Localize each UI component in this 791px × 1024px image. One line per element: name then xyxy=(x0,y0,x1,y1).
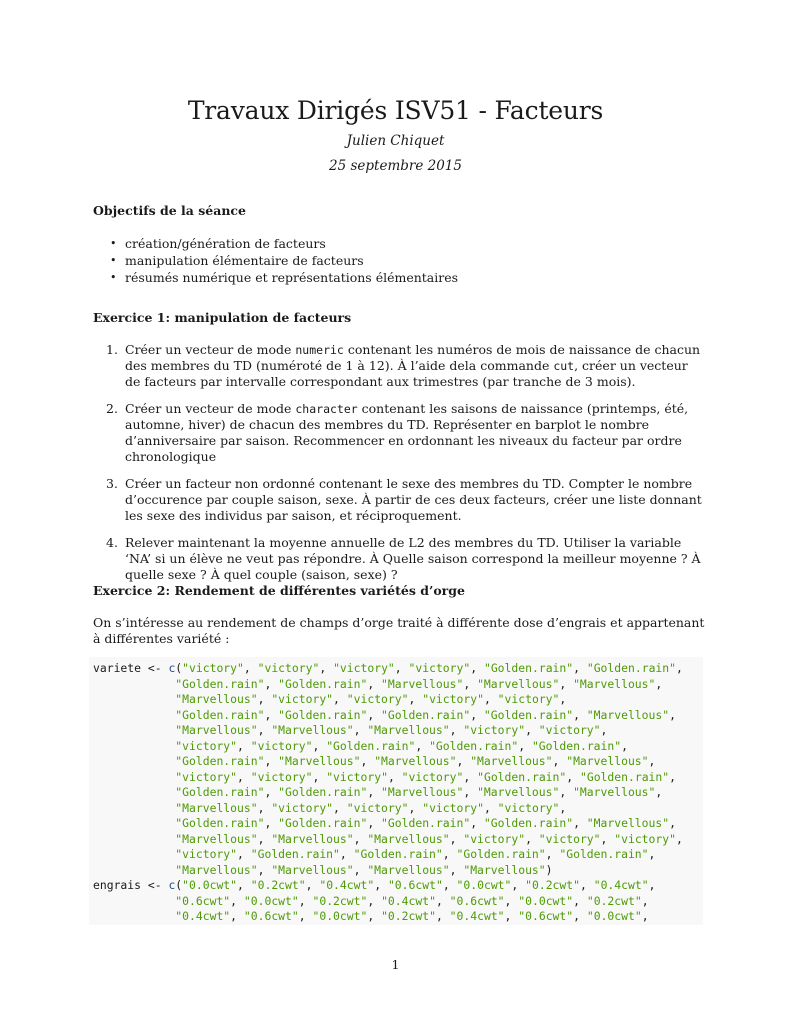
code-string: "0.6cwt" xyxy=(449,893,505,908)
code-token: , xyxy=(511,878,526,892)
code-string: "victory" xyxy=(497,800,560,815)
code-token: , xyxy=(566,769,580,784)
code-string: "Golden.rain" xyxy=(250,847,340,861)
code-string: "0.0cwt" xyxy=(312,909,368,923)
code-string: "Marvellous" xyxy=(175,862,258,877)
inline-code: numeric xyxy=(295,343,344,357)
code-token: , xyxy=(257,831,272,846)
code-token: , xyxy=(442,847,457,861)
code-string: "Golden.rain" xyxy=(531,738,622,753)
code-token: , xyxy=(470,707,484,722)
code-string: "0.2cwt" xyxy=(250,878,306,892)
code-token: , xyxy=(237,738,251,753)
code-string: "Golden.rain" xyxy=(483,707,574,722)
code-token: , xyxy=(237,878,251,892)
code-token: , xyxy=(470,816,484,830)
code-string: "Golden.rain" xyxy=(579,769,670,784)
code-token: , xyxy=(387,769,402,784)
code-token: , xyxy=(298,893,313,908)
code-string: "victory" xyxy=(497,692,560,706)
item-number: 3. xyxy=(106,476,118,491)
objectifs-list xyxy=(108,235,708,286)
code-string: "victory" xyxy=(538,723,601,737)
code-string: "Golden.rain" xyxy=(278,785,368,799)
code-string: "victory" xyxy=(422,692,484,706)
exercice2-intro: On s’intéresse au rendement de champs d’orge traité à différente dose d’engrais et appartenant à différentes variété : xyxy=(93,615,705,646)
code-token: , xyxy=(367,676,382,691)
code-string: "Golden.rain" xyxy=(175,754,265,768)
code-string: "Golden.rain" xyxy=(326,738,416,753)
code-string: "Marvellous" xyxy=(477,785,560,799)
code-string: "Marvellous" xyxy=(271,862,354,877)
list-item: • manipulation élémentaire de facteurs xyxy=(108,252,708,269)
code-block xyxy=(89,657,703,925)
author: Julien Chiquet xyxy=(346,133,445,149)
code-string: "0.4cwt" xyxy=(449,909,505,923)
page-title: Travaux Dirigés ISV51 - Facteurs xyxy=(187,96,604,125)
code-token: , xyxy=(298,909,313,923)
inline-code: cut xyxy=(553,359,575,373)
code-token: , xyxy=(573,893,587,908)
code-string: "Marvellous" xyxy=(381,676,464,691)
code-string: "Marvellous" xyxy=(175,692,258,706)
code-string: "Marvellous" xyxy=(463,862,546,877)
code-token: , xyxy=(257,800,272,815)
code-string: "Marvellous" xyxy=(175,800,258,815)
code-token: , xyxy=(367,707,382,722)
code-token: , xyxy=(449,723,464,737)
code-string: "0.4cwt" xyxy=(319,878,375,892)
code-string: "Marvellous" xyxy=(271,723,354,737)
code-string: "victory" xyxy=(614,831,676,846)
code-token: , xyxy=(264,754,279,768)
code-token: , xyxy=(230,909,244,923)
code-string: "victory" xyxy=(463,831,526,846)
code-token: , xyxy=(669,707,676,722)
code-token: , xyxy=(312,769,327,784)
item-text: , créer un vecteur de facteurs par intervalle correspondant aux trimestres (par tranche de 3 mois). xyxy=(125,358,688,389)
code-string: "victory" xyxy=(257,661,320,675)
code-string: "Golden.rain" xyxy=(381,707,471,722)
list-item: • résumés numérique et représentations élémentaires xyxy=(108,269,708,286)
code-token: , xyxy=(264,707,279,722)
code-string: "victory" xyxy=(250,769,313,784)
code-text xyxy=(89,657,703,925)
code-token: ( xyxy=(175,878,183,892)
code-token: , xyxy=(600,831,615,846)
code-string: "Marvellous" xyxy=(573,785,656,799)
code-token: , xyxy=(525,723,539,737)
code-token: , xyxy=(257,692,272,706)
code-string: "victory" xyxy=(326,769,388,784)
code-string: "Marvellous" xyxy=(374,754,457,768)
item-number: 4. xyxy=(106,535,118,550)
code-token: , xyxy=(442,878,457,892)
code-function: c xyxy=(168,878,176,892)
item-number: 2. xyxy=(106,401,118,416)
code-token: , xyxy=(367,785,382,799)
code-string: "0.4cwt" xyxy=(175,909,231,923)
item-text: Créer un vecteur de mode xyxy=(125,401,296,416)
code-string: "0.2cwt" xyxy=(586,893,642,908)
code-string: "Golden.rain" xyxy=(559,847,649,861)
code-token: , xyxy=(648,878,656,892)
code-token: , xyxy=(435,893,450,908)
code-token: , xyxy=(257,723,272,737)
code-token: , xyxy=(504,909,519,923)
code-token: , xyxy=(655,785,663,799)
code-string: "victory" xyxy=(175,847,238,861)
section-heading-exercice1: Exercice 1: manipulation de facteurs xyxy=(93,310,352,325)
code-string: "Golden.rain" xyxy=(278,707,368,722)
code-string: "victory" xyxy=(333,661,395,675)
code-string: "victory" xyxy=(346,692,409,706)
code-string: "victory" xyxy=(182,661,244,675)
code-token: , xyxy=(552,754,567,768)
code-string: "0.4cwt" xyxy=(593,878,649,892)
code-token: , xyxy=(463,676,478,691)
item-text: Créer un vecteur de mode xyxy=(125,342,296,357)
code-string: "Golden.rain" xyxy=(278,676,368,691)
code-token: , xyxy=(367,909,382,923)
code-token: , xyxy=(367,893,382,908)
code-token: , xyxy=(641,893,649,908)
code-token: , xyxy=(257,862,272,877)
code-token: , xyxy=(360,754,375,768)
code-string: "Golden.rain" xyxy=(483,816,574,830)
code-token: , xyxy=(333,800,347,815)
code-token: , xyxy=(573,661,587,675)
code-string: "Golden.rain" xyxy=(381,816,471,830)
code-string: "0.6cwt" xyxy=(387,878,443,892)
code-string: "victory" xyxy=(422,800,484,815)
code-token: , xyxy=(648,754,656,768)
code-string: "victory" xyxy=(271,800,334,815)
code-token: , xyxy=(676,661,683,675)
code-string: "Marvellous" xyxy=(271,831,354,846)
code-token: , xyxy=(456,754,471,768)
code-token: , xyxy=(353,831,368,846)
code-token: , xyxy=(305,878,320,892)
code-string: "0.4cwt" xyxy=(381,893,436,908)
exercise-item xyxy=(93,476,703,524)
exercise-item xyxy=(93,535,703,583)
code-token: , xyxy=(237,847,251,861)
code-token: , xyxy=(559,692,567,706)
code-string: "Golden.rain" xyxy=(456,847,546,861)
code-string: "Marvellous" xyxy=(367,723,450,737)
code-string: "Marvellous" xyxy=(367,831,450,846)
code-token: , xyxy=(470,661,484,675)
code-string: "0.2cwt" xyxy=(381,909,436,923)
code-token: , xyxy=(415,738,430,753)
code-string: "Marvellous" xyxy=(367,862,450,877)
code-string: "victory" xyxy=(408,661,471,675)
code-token: , xyxy=(463,769,478,784)
code-token: , xyxy=(449,862,464,877)
code-token: , xyxy=(339,847,354,861)
code-token: , xyxy=(264,816,279,830)
code-token: , xyxy=(394,661,409,675)
code-token: , xyxy=(312,738,327,753)
item-text: contenant les saisons de naissance (printemps, été, automne, hiver) de chacun des membres du TD. Représenter en barplot le nombre d’anniversaire par saison. Recommencer en ordonnant les niveaux du facteur par ordre chronologique xyxy=(125,401,689,464)
code-string: "Marvellous" xyxy=(175,723,258,737)
list-item: • création/génération de facteurs xyxy=(108,235,708,252)
code-token: , xyxy=(408,692,423,706)
exercice1-list xyxy=(93,342,703,594)
code-string: "Golden.rain" xyxy=(586,661,676,675)
code-token: , xyxy=(559,785,574,799)
code-token: ) xyxy=(545,862,553,877)
code-token: , xyxy=(573,707,587,722)
code-token: , xyxy=(264,676,279,691)
code-string: "0.0cwt" xyxy=(586,909,642,923)
item-text: Relever maintenant la moyenne annuelle de L2 des membres du TD. Utiliser la variable ‘NA’ si un élève ne veut pas répondre. À Quelle saison correspond la meilleur moyenne ? À quelle sexe ? À quel couple (saison, sexe) ? xyxy=(125,535,701,582)
code-token: , xyxy=(237,769,251,784)
code-token: , xyxy=(545,847,560,861)
code-token: , xyxy=(669,816,676,830)
code-string: "Golden.rain" xyxy=(477,769,567,784)
code-string: "0.0cwt" xyxy=(182,878,238,892)
code-string: "victory" xyxy=(401,769,464,784)
code-token: , xyxy=(374,878,388,892)
code-string: "victory" xyxy=(538,831,601,846)
code-string: "0.2cwt" xyxy=(525,878,580,892)
code-token: , xyxy=(230,893,244,908)
code-token: , xyxy=(675,831,683,846)
code-string: "Golden.rain" xyxy=(429,738,519,753)
code-token: , xyxy=(600,723,608,737)
code-function: c xyxy=(168,661,176,675)
code-token: , xyxy=(435,909,450,923)
code-token: , xyxy=(264,785,279,799)
code-string: "Golden.rain" xyxy=(175,785,265,799)
code-string: "0.0cwt" xyxy=(243,893,299,908)
page-number: 1 xyxy=(391,957,400,972)
code-string: "Golden.rain" xyxy=(175,707,265,722)
code-string: "victory" xyxy=(175,769,238,784)
code-string: "Golden.rain" xyxy=(175,816,265,830)
code-token: , xyxy=(367,816,382,830)
code-token: , xyxy=(621,738,628,753)
code-token: , xyxy=(580,878,594,892)
code-string: "Marvellous" xyxy=(566,754,649,768)
code-token: , xyxy=(669,769,676,784)
code-string: "0.0cwt" xyxy=(518,893,574,908)
code-token: , xyxy=(559,800,567,815)
code-string: "Golden.rain" xyxy=(175,676,265,691)
exercise-item xyxy=(93,342,703,390)
code-string: "Marvellous" xyxy=(470,754,553,768)
code-token: , xyxy=(559,676,574,691)
code-string: "Marvellous" xyxy=(278,754,361,768)
code-string: "0.2cwt" xyxy=(312,893,368,908)
code-string: "Marvellous" xyxy=(477,676,560,691)
code-token: , xyxy=(518,738,532,753)
code-variable: engrais <- xyxy=(93,878,169,892)
code-string: "Marvellous" xyxy=(586,707,670,722)
code-token: , xyxy=(408,800,423,815)
code-string: "0.6cwt" xyxy=(243,909,299,923)
code-string: "Marvellous" xyxy=(175,831,258,846)
code-string: "Golden.rain" xyxy=(278,816,368,830)
exercise-item xyxy=(93,401,703,465)
code-string: "Marvellous" xyxy=(586,816,670,830)
code-string: "victory" xyxy=(250,738,313,753)
code-token: , xyxy=(573,816,587,830)
code-token: , xyxy=(243,661,258,675)
code-string: "victory" xyxy=(463,723,526,737)
code-token: , xyxy=(483,692,498,706)
item-number: 1. xyxy=(106,342,118,357)
item-text: contenant les numéros de mois de naissance de chacun des membres du TD (numéroté de 1 à 12). À l’aide dela commande xyxy=(125,342,701,373)
code-token: , xyxy=(648,847,656,861)
code-token: , xyxy=(333,692,347,706)
code-string: "victory" xyxy=(346,800,409,815)
code-token: , xyxy=(319,661,334,675)
code-variable: variete <- xyxy=(93,661,169,675)
inline-code: character xyxy=(295,402,358,416)
code-token: , xyxy=(449,831,464,846)
code-string: "victory" xyxy=(271,692,334,706)
section-heading-exercice2: Exercice 2: Rendement de différentes variétés d’orge xyxy=(93,583,465,598)
date: 25 septembre 2015 xyxy=(329,158,462,174)
section-heading-objectifs: Objectifs de la séance xyxy=(93,203,246,218)
code-string: "Marvellous" xyxy=(381,785,464,799)
item-text: Créer un facteur non ordonné contenant le sexe des membres du TD. Compter le nombre d’occurence par couple saison, sexe. À partir de ces deux facteurs, créer une liste donnant les sexe des individus par saison, et réciproquement. xyxy=(125,476,702,523)
code-token: ( xyxy=(175,661,183,675)
code-string: "Golden.rain" xyxy=(483,661,574,675)
code-token: , xyxy=(483,800,498,815)
code-string: "0.6cwt" xyxy=(175,893,231,908)
code-token: , xyxy=(655,676,663,691)
code-token: , xyxy=(641,909,649,923)
code-token: , xyxy=(525,831,539,846)
code-string: "0.0cwt" xyxy=(456,878,512,892)
code-token: , xyxy=(504,893,519,908)
code-string: "0.6cwt" xyxy=(518,909,574,923)
code-string: "victory" xyxy=(175,738,238,753)
code-token: , xyxy=(573,909,587,923)
code-string: "Golden.rain" xyxy=(353,847,443,861)
code-token: , xyxy=(353,723,368,737)
code-token: , xyxy=(353,862,368,877)
code-string: "Marvellous" xyxy=(573,676,656,691)
code-token: , xyxy=(463,785,478,799)
